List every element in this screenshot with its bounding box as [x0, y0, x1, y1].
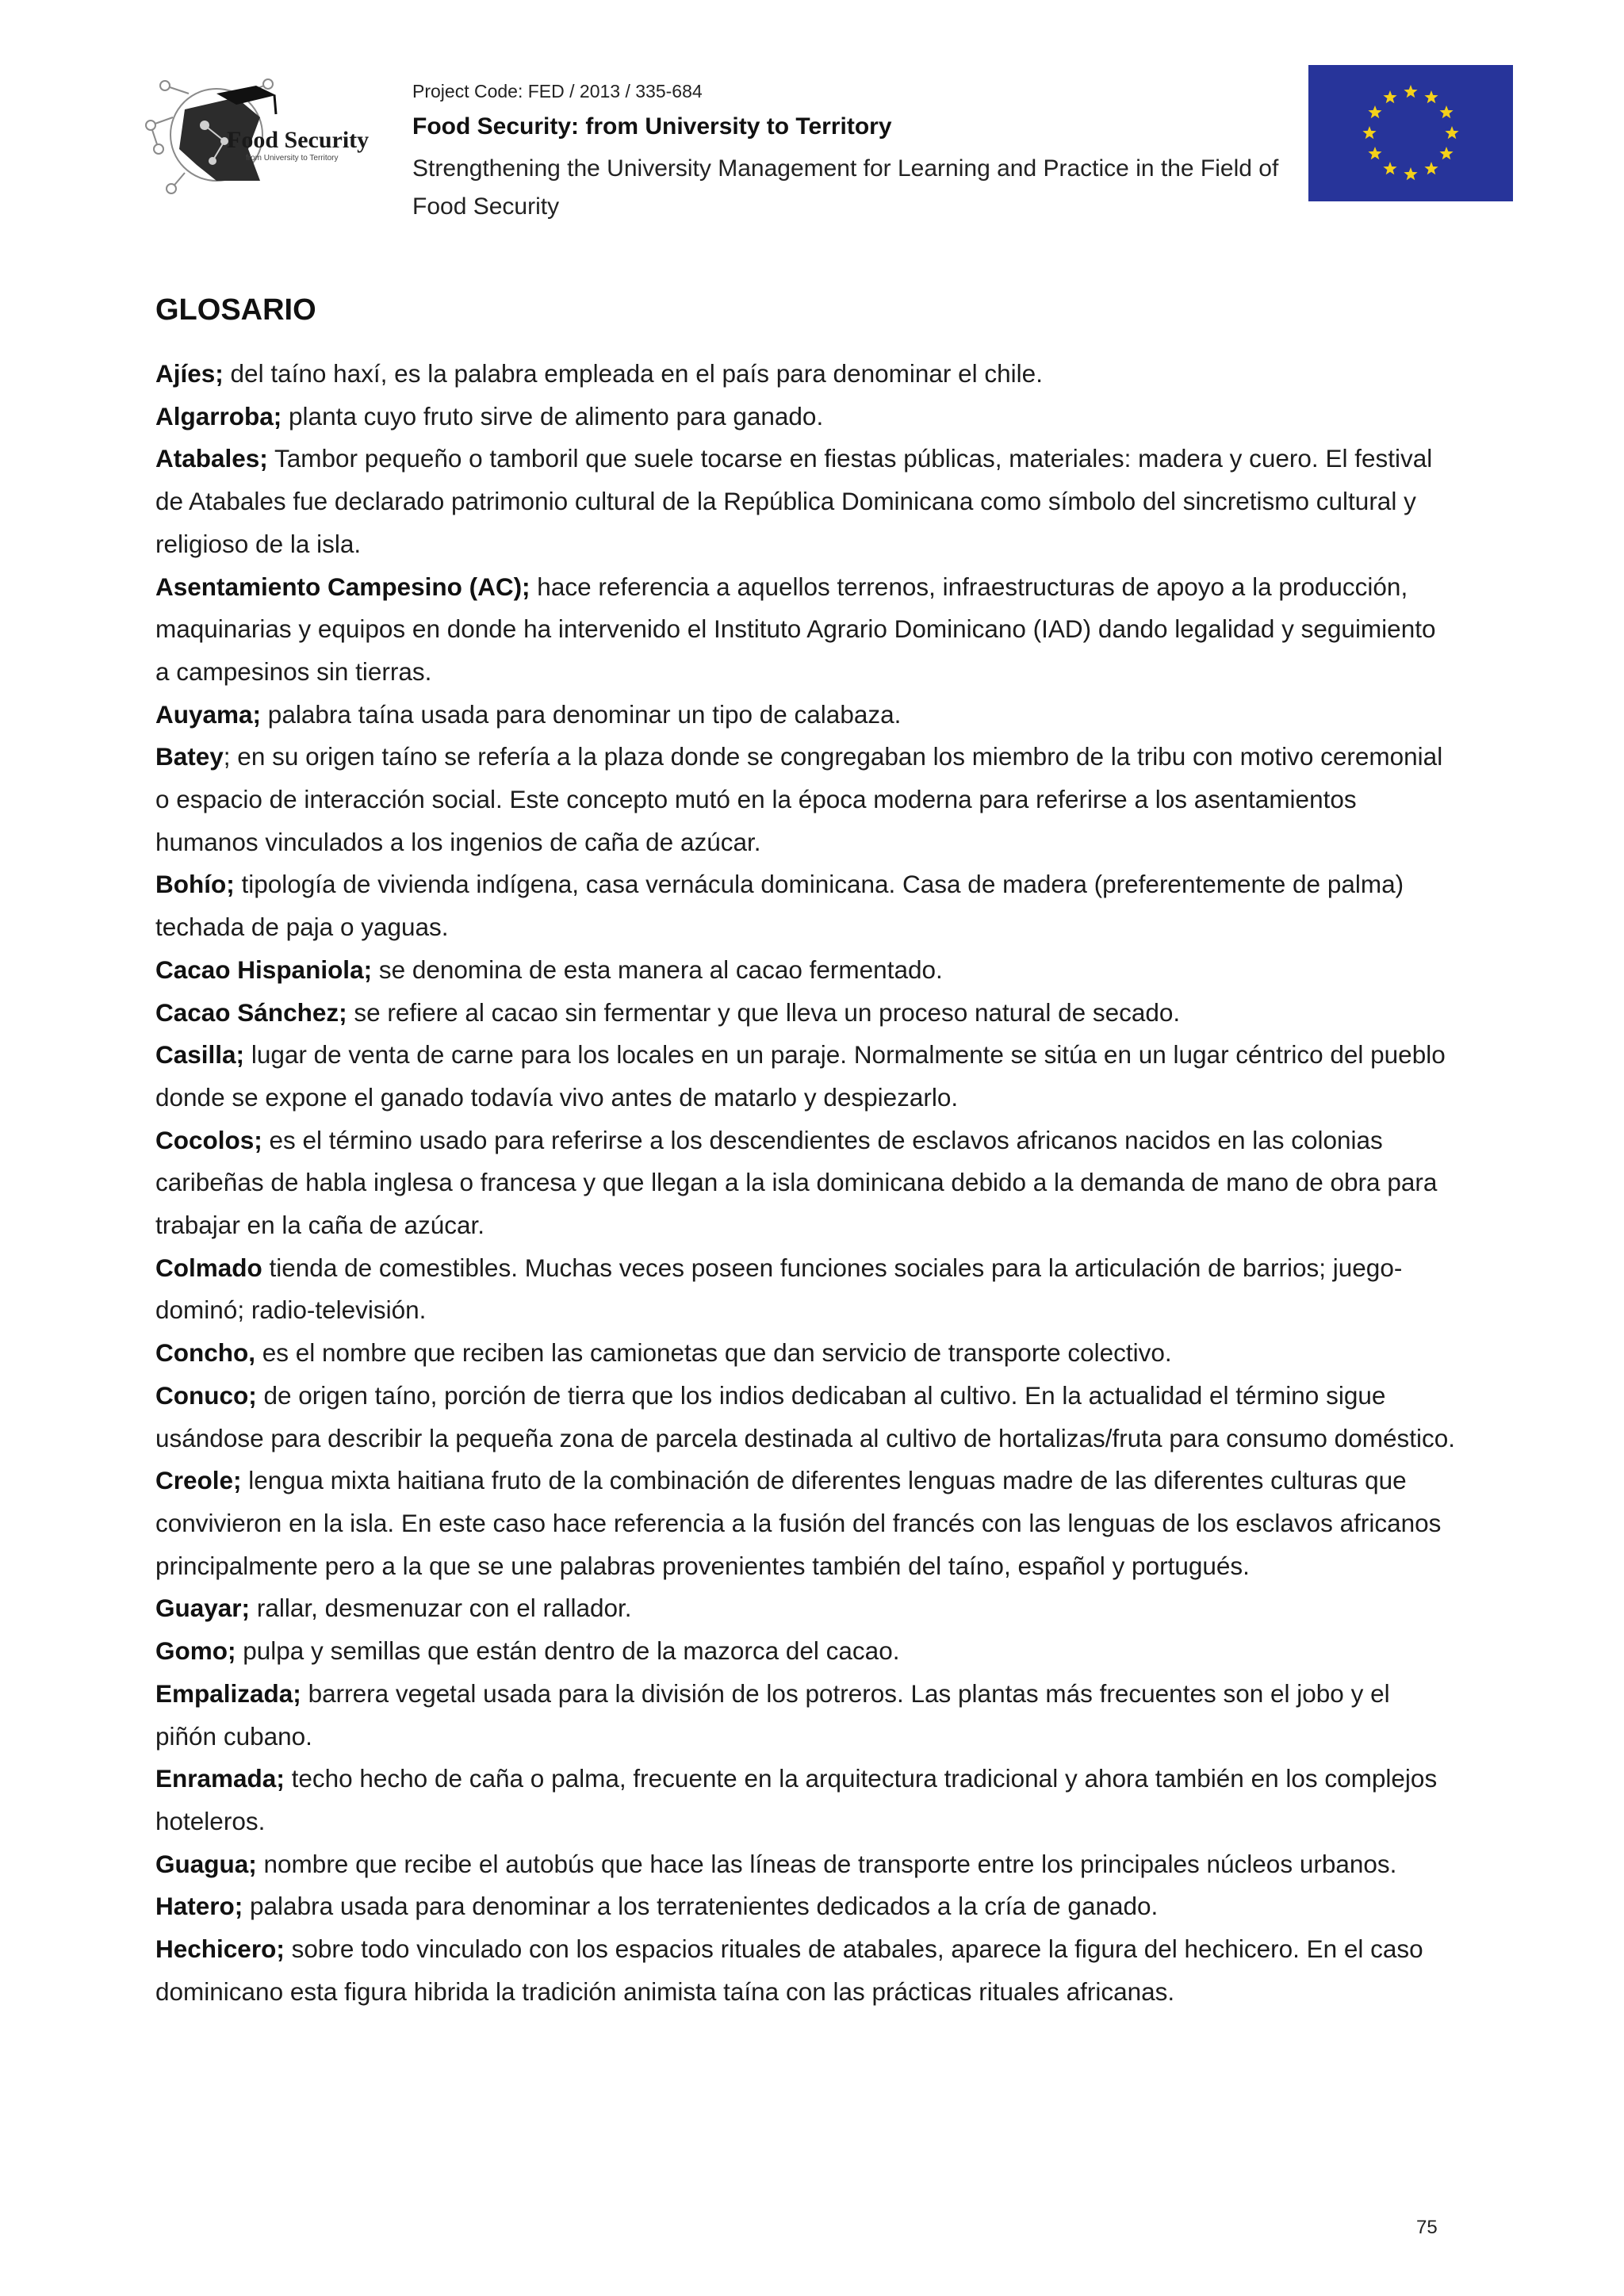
glossary-definition: nombre que recibe el autobús que hace las líneas de transporte entre los principales núcleos urbanos.	[256, 1849, 1397, 1878]
glossary-term: Algarroba;	[155, 401, 282, 430]
glossary-term: Cacao Hispaniola;	[155, 955, 373, 984]
glossary-list	[155, 353, 1456, 2013]
glossary-term: Atabales;	[155, 444, 268, 473]
project-subtitle: Strengthening the University Management for Learning and Practice in the Field of Food Security	[412, 155, 1279, 220]
glossary-definition: de origen taíno, porción de tierra que los indios dedicaban al cultivo. En la actualidad el término sigue usándose para describir la pequeña zona de parcela destinada al cultivo de hortalizas/fruta para consumo doméstico.	[155, 1380, 1455, 1452]
glossary-entry	[155, 1885, 1456, 1928]
glossary-definition: planta cuyo fruto sirve de alimento para ganado.	[282, 401, 824, 430]
eu-flag-icon	[1308, 65, 1513, 201]
glossary-entry	[155, 863, 1456, 948]
glossary-entry	[155, 438, 1456, 565]
glossary-definition: tipología de vivienda indígena, casa vernácula dominicana. Casa de madera (preferentemente de palma) techada de paja o yaguas.	[155, 870, 1404, 942]
glossary-definition: lugar de venta de carne para los locales en un paraje. Normalmente se sitúa en un lugar céntrico del pueblo donde se expone el ganado todavía vivo antes de matarlo y despiezarlo.	[155, 1040, 1446, 1112]
glossary-entry	[155, 1247, 1456, 1332]
glossary-definition: del taíno haxí, es la palabra empleada en el país para denominar el chile.	[223, 359, 1043, 388]
logo-tagline: from University to Territory	[246, 154, 339, 163]
glossary-term: Batey	[155, 742, 224, 771]
glossary-term: Cacao Sánchez;	[155, 997, 347, 1027]
glossary-entry	[155, 1375, 1456, 1460]
food-security-logo-icon	[141, 62, 379, 205]
glossary-entry	[155, 1034, 1456, 1119]
glossary-definition: ; en su origen taíno se refería a la plaza donde se congregaban los miembro de la tribu con motivo ceremonial o espacio de interacción social. Este concepto mutó en la época moderna para referirse a los asentamientos humanos vinculados a los ingenios de caña de azúcar.	[155, 742, 1443, 856]
glossary-definition: palabra taína usada para denominar un tipo de calabaza.	[261, 699, 902, 729]
glossary-definition: lengua mixta haitiana fruto de la combinación de diferentes lenguas madre de las diferentes culturas que convivieron en la isla. En este caso hace referencia a la fusión del francés con las lenguas de los esclavos africanos principalmente pero a la que se une palabras provenientes también del taíno, español y portugués.	[155, 1466, 1442, 1580]
glossary-term: Guagua;	[155, 1849, 257, 1878]
glossary-entry	[155, 1673, 1456, 1758]
glossary-entry	[155, 566, 1456, 694]
glossary-definition: es el nombre que reciben las camionetas que dan servicio de transporte colectivo.	[255, 1338, 1172, 1368]
glossary-term: Bohío;	[155, 870, 235, 899]
glossary-entry	[155, 949, 1456, 992]
page-number: 75	[1416, 2217, 1438, 2238]
glossary-entry	[155, 992, 1456, 1035]
project-code: Project Code: FED / 2013 / 335-684	[412, 81, 703, 101]
glossary-entry	[155, 736, 1456, 863]
glossary-entry	[155, 1119, 1456, 1247]
glossary-term: Enramada;	[155, 1764, 285, 1793]
glossary-term: Cocolos;	[155, 1125, 262, 1154]
glossary-term: Hatero;	[155, 1892, 243, 1921]
glossary-definition: barrera vegetal usada para la división de los potreros. Las plantas más frecuentes son el jobo y el piñón cubano.	[155, 1678, 1390, 1751]
glossary-definition: rallar, desmenuzar con el rallador.	[250, 1594, 632, 1623]
section-title: GLOSARIO	[155, 293, 316, 327]
glossary-definition: pulpa y semillas que están dentro de la mazorca del cacao.	[236, 1636, 900, 1666]
page-header	[0, 0, 1624, 238]
glossary-term: Empalizada;	[155, 1678, 301, 1708]
glossary-entry	[155, 1843, 1456, 1886]
glossary-entry	[155, 1587, 1456, 1630]
glossary-term: Asentamiento Campesino (AC);	[155, 572, 530, 601]
glossary-definition: se denomina de esta manera al cacao fermentado.	[372, 955, 943, 984]
glossary-term: Colmado	[155, 1253, 262, 1282]
glossary-term: Conuco;	[155, 1380, 257, 1410]
glossary-entry	[155, 1630, 1456, 1673]
project-header-text	[412, 81, 1285, 226]
project-title: Food Security: from University to Territory	[412, 113, 892, 140]
glossary-content	[155, 293, 1456, 2013]
glossary-entry	[155, 1332, 1456, 1375]
glossary-term: Ajíes;	[155, 359, 224, 388]
glossary-definition: palabra usada para denominar a los terratenientes dedicados a la cría de ganado.	[243, 1892, 1159, 1921]
glossary-term: Hechicero;	[155, 1934, 285, 1964]
glossary-entry	[155, 1460, 1456, 1587]
glossary-entry	[155, 694, 1456, 737]
logo-wordmark: Food Security	[227, 127, 370, 153]
glossary-entry	[155, 353, 1456, 396]
glossary-definition: es el término usado para referirse a los descendientes de esclavos africanos nacidos en las colonias caribeñas de habla inglesa o francesa y que llegan a la isla dominicana debido a la demanda de mano de obra para trabajar en la caña de azúcar.	[155, 1125, 1438, 1240]
glossary-term: Concho,	[155, 1338, 255, 1368]
glossary-definition: hace referencia a aquellos terrenos, infraestructuras de apoyo a la producción, maquinarias y equipos en donde ha intervenido el Instituto Agrario Dominicano (IAD) dando legalidad y seguimiento a campesinos sin tierras.	[155, 572, 1436, 686]
glossary-definition: sobre todo vinculado con los espacios rituales de atabales, aparece la figura del hechicero. En el caso dominicano esta figura hibrida la tradición animista taína con las prácticas rituales africanas.	[155, 1934, 1423, 2006]
glossary-term: Casilla;	[155, 1040, 245, 1070]
glossary-definition: Tambor pequeño o tamboril que suele tocarse en fiestas públicas, materiales: madera y cuero. El festival de Atabales fue declarado patrimonio cultural de la República Dominicana como símbolo del sincretismo cultural y religioso de la isla.	[155, 444, 1433, 558]
glossary-term: Creole;	[155, 1466, 242, 1495]
glossary-definition: tienda de comestibles. Muchas veces poseen funciones sociales para la articulación de barrios; juego-dominó; radio-televisión.	[155, 1253, 1403, 1325]
glossary-definition: se refiere al cacao sin fermentar y que lleva un proceso natural de secado.	[347, 997, 1181, 1027]
glossary-term: Auyama;	[155, 699, 262, 729]
glossary-entry	[155, 1758, 1456, 1843]
glossary-entry	[155, 396, 1456, 438]
glossary-term: Gomo;	[155, 1636, 236, 1666]
glossary-term: Guayar;	[155, 1594, 251, 1623]
glossary-definition: techo hecho de caña o palma, frecuente en la arquitectura tradicional y ahora también en los complejos hoteleros.	[155, 1764, 1438, 1835]
glossary-entry	[155, 1928, 1456, 2013]
